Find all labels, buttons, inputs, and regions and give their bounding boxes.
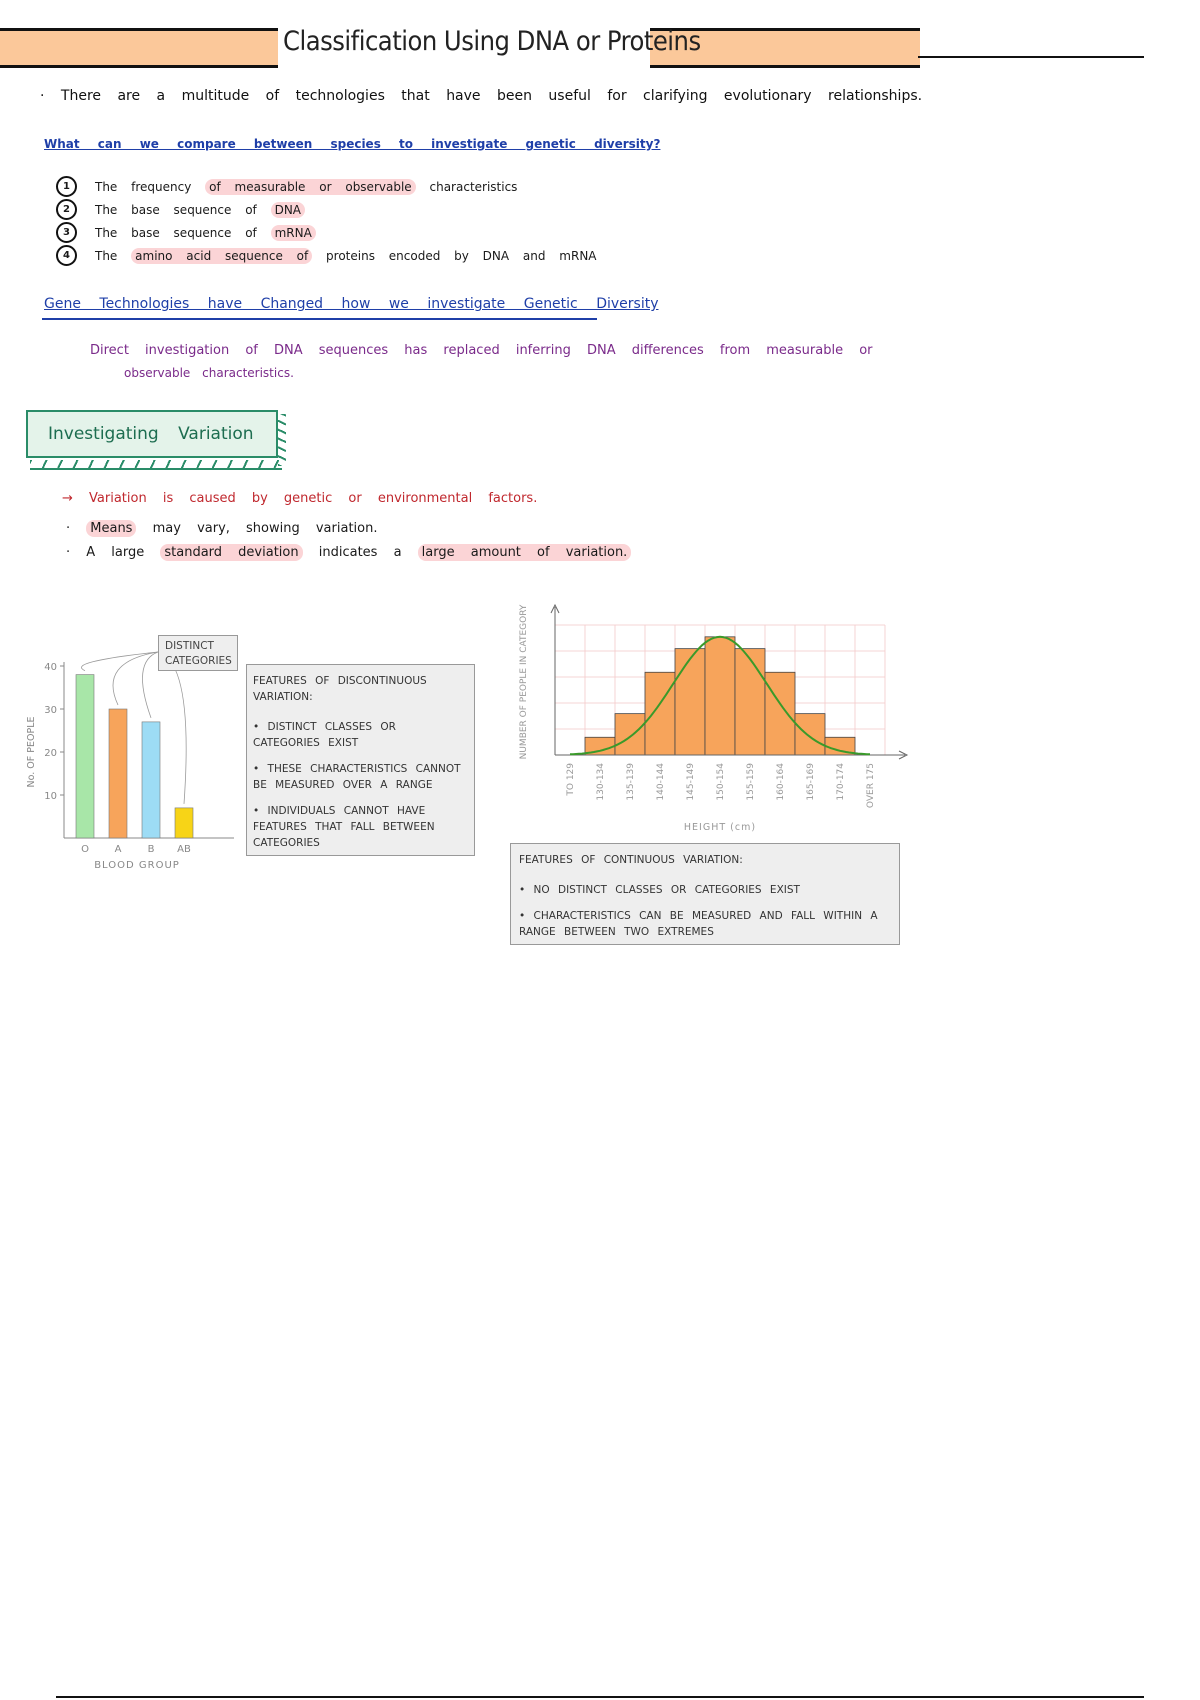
- sd-text: · A large: [66, 545, 145, 560]
- bar: [142, 722, 160, 838]
- y-axis-label: NUMBER OF PEOPLE IN CATEGORY: [519, 604, 529, 760]
- discontinuous-panel: [246, 664, 475, 856]
- x-tick-label: OVER 175: [866, 763, 876, 809]
- x-tick-label: 155-159: [746, 763, 756, 801]
- x-tick-label: 160-164: [776, 763, 786, 801]
- x-axis-label: BLOOD GROUP: [94, 860, 180, 871]
- panel-point: • DISTINCT CLASSES OR CATEGORIES EXIST: [253, 721, 396, 749]
- number-badge: 3: [56, 222, 77, 243]
- y-tick-label: 20: [44, 748, 57, 759]
- title-rule: [918, 56, 1144, 58]
- item-text: characteristics: [429, 179, 518, 194]
- distinct-label-line: CATEGORIES: [165, 655, 232, 667]
- item-text: proteins encoded by DNA and mRNA: [326, 248, 597, 263]
- height-histogram: [510, 600, 910, 840]
- variation-cause: → Variation is caused by genetic or environmental factors.: [62, 491, 538, 506]
- distinct-label-line: DISTINCT: [165, 640, 214, 652]
- bar: [765, 672, 795, 755]
- x-tick-label: AB: [177, 844, 191, 855]
- bar: [795, 714, 825, 755]
- bullet-dot: ·: [66, 521, 87, 536]
- item-text: The: [95, 248, 118, 263]
- bar: [76, 675, 94, 838]
- panel-point: • THESE CHARACTERISTICS CANNOT BE MEASURED OVER A RANGE: [253, 763, 461, 791]
- bar: [735, 649, 765, 755]
- list-item: [56, 175, 597, 198]
- item-highlight: mRNA: [271, 225, 316, 241]
- bar: [175, 808, 193, 838]
- item-highlight: of measurable or observable: [205, 179, 416, 195]
- x-tick-label: 170-174: [836, 763, 846, 801]
- bar: [645, 672, 675, 755]
- x-tick-label: 130-134: [596, 763, 606, 801]
- item-highlight: amino acid sequence of: [131, 248, 312, 264]
- title-band-left: [0, 28, 278, 68]
- list-item: [56, 244, 597, 267]
- bar: [615, 714, 645, 755]
- list-item: [56, 198, 597, 221]
- x-tick-label: TO 129: [566, 763, 576, 796]
- y-tick-label: 10: [44, 791, 57, 802]
- bar: [675, 649, 705, 755]
- x-tick-label: 135-139: [626, 763, 636, 801]
- means-text: may vary, showing variation.: [152, 521, 378, 536]
- number-badge: 4: [56, 245, 77, 266]
- panel-title: FEATURES OF CONTINUOUS VARIATION:: [519, 854, 743, 866]
- x-tick-label: 145-149: [686, 763, 696, 801]
- item-text: The base sequence of: [95, 225, 257, 240]
- section-box-shadow: [278, 414, 286, 466]
- bullet-means: [66, 521, 377, 536]
- compare-list: [56, 175, 597, 267]
- footer-rule: [56, 1696, 1144, 1698]
- continuous-panel: [510, 843, 900, 945]
- x-tick-label: B: [147, 844, 155, 855]
- x-tick-label: 150-154: [716, 763, 726, 801]
- arrow-line: [142, 652, 158, 718]
- arrow-line: [113, 652, 158, 705]
- gene-point-line2: observable characteristics.: [124, 366, 294, 380]
- panel-point: • NO DISTINCT CLASSES OR CATEGORIES EXIST: [519, 884, 800, 896]
- sd-highlight: standard deviation: [160, 544, 302, 561]
- x-tick-label: O: [81, 844, 89, 855]
- distinct-categories-label: [158, 635, 238, 671]
- blood-group-chart: [20, 640, 240, 880]
- y-axis-label: No. OF PEOPLE: [26, 716, 37, 788]
- question-heading: What can we compare between species to investigate genetic diversity?: [44, 137, 661, 151]
- number-badge: 1: [56, 176, 77, 197]
- x-tick-label: 140-144: [656, 763, 666, 801]
- arrow-line: [158, 652, 186, 804]
- panel-point: • INDIVIDUALS CANNOT HAVE FEATURES THAT FALL BETWEEN CATEGORIES: [253, 805, 435, 849]
- item-text: The base sequence of: [95, 202, 257, 217]
- page-title: Classification Using DNA or Proteins: [283, 26, 701, 57]
- panel-title: FEATURES OF DISCONTINUOUS VARIATION:: [253, 675, 427, 703]
- panel-point: • CHARACTERISTICS CAN BE MEASURED AND FALL WITHIN A RANGE BETWEEN TWO EXTREMES: [519, 910, 878, 938]
- x-tick-label: A: [114, 844, 122, 855]
- section-box-title: Investigating Variation: [26, 410, 278, 458]
- x-tick-label: 165-169: [806, 763, 816, 801]
- list-item: [56, 221, 597, 244]
- gene-heading: Gene Technologies have Changed how we investigate Genetic Diversity: [44, 296, 659, 312]
- gene-heading-rule: [42, 318, 597, 320]
- x-axis-label: HEIGHT (cm): [683, 822, 757, 833]
- intro-text: · There are a multitude of technologies that have been useful for clarifying evolutionary relationships.: [40, 88, 923, 104]
- item-text: The frequency: [95, 179, 192, 194]
- y-tick-label: 40: [44, 662, 57, 673]
- bar: [705, 637, 735, 755]
- gene-point-line1: Direct investigation of DNA sequences has replaced inferring DNA differences from measurable or: [90, 343, 873, 358]
- sd-text: indicates a: [318, 545, 402, 560]
- bullet-standard-deviation: [66, 545, 631, 560]
- y-tick-label: 30: [44, 705, 57, 716]
- sd-highlight: large amount of variation.: [418, 544, 632, 561]
- bar: [109, 709, 127, 838]
- section-box-hatch: [30, 460, 282, 470]
- means-highlight: Means: [86, 520, 136, 537]
- number-badge: 2: [56, 199, 77, 220]
- item-highlight: DNA: [271, 202, 305, 218]
